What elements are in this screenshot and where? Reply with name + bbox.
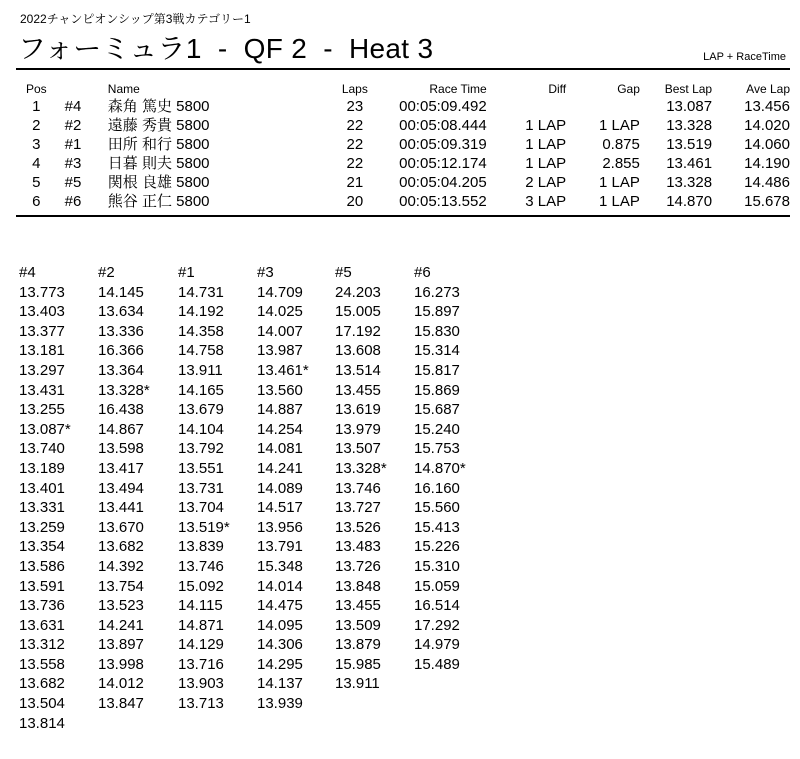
lap-time: 14.758 [178, 342, 224, 360]
lap-time: 13.455 [335, 597, 381, 615]
result-best-lap: 13.328 [666, 117, 713, 134]
lap-time: 13.879 [335, 636, 381, 654]
result-race-time: 00:05:08.444 [399, 117, 487, 134]
lap-time: 14.241 [98, 616, 144, 634]
lap-time: 13.726 [335, 557, 381, 575]
result-ave-lap: 14.486 [744, 174, 790, 191]
lap-time: 17.192 [335, 322, 381, 340]
lap-time: 13.727 [335, 499, 381, 517]
lap-time: 15.314 [414, 342, 460, 360]
lap-time: 13.509 [335, 616, 381, 634]
lap-time: 14.025 [257, 303, 303, 321]
lap-time: 13.403 [19, 303, 65, 321]
lap-time: 14.475 [257, 597, 303, 615]
lap-time: 13.377 [19, 322, 65, 340]
lap-time: 13.364 [98, 361, 144, 379]
col-header-best-lap: Best Lap [664, 82, 713, 96]
col-header-name: Name [107, 82, 140, 96]
lap-time: 15.226 [414, 538, 460, 556]
result-best-lap: 13.087 [666, 98, 713, 115]
lap-time: 14.129 [178, 636, 224, 654]
result-diff [487, 97, 566, 116]
result-best-lap: 13.461 [666, 155, 713, 172]
lap-time: 14.306 [257, 636, 303, 654]
lap-time: 13.911 [335, 675, 380, 693]
result-laps: 22 [346, 117, 364, 134]
result-row [16, 154, 790, 173]
result-gap: 1 LAP [599, 117, 640, 134]
lap-time: 15.005 [335, 303, 381, 321]
lap-time: 15.830 [414, 322, 460, 340]
lap-time: 15.489 [414, 655, 460, 673]
lap-time: 13.740 [19, 440, 65, 458]
lap-time: 13.331 [19, 499, 65, 517]
result-car-number: #4 [64, 98, 82, 115]
lap-time: 13.839 [178, 538, 224, 556]
lap-time: 15.869 [414, 381, 460, 399]
lap-time: 15.753 [414, 440, 460, 458]
col-header-diff: Diff [548, 82, 567, 96]
result-race-time: 00:05:12.174 [399, 155, 487, 172]
lap-time: 13.814 [19, 714, 65, 732]
lap-column [19, 263, 71, 733]
result-best-lap: 13.328 [666, 174, 713, 191]
results-table [16, 82, 790, 211]
result-driver-name: 森角 篤史 5800 [107, 98, 210, 115]
result-driver-name: 田所 和行 5800 [107, 136, 210, 153]
lap-time: 13.255 [19, 401, 65, 419]
lap-column [335, 263, 387, 694]
lap-time: 13.181 [19, 342, 65, 360]
lap-time: 13.189 [19, 459, 65, 477]
result-pos: 6 [32, 193, 41, 210]
lap-time: 14.731 [178, 283, 224, 301]
lap-time: 13.998 [98, 655, 144, 673]
result-race-time: 00:05:09.319 [399, 136, 487, 153]
col-header-race-time: Race Time [429, 82, 487, 96]
result-pos: 2 [32, 117, 41, 134]
lap-time: 14.115 [178, 597, 223, 615]
lap-time: 13.619 [335, 401, 381, 419]
result-ave-lap: 13.456 [744, 98, 790, 115]
lap-time: 13.401 [19, 479, 65, 497]
lap-time: 13.514 [335, 361, 381, 379]
result-pos: 3 [32, 136, 41, 153]
lap-time: 14.012 [98, 675, 144, 693]
lap-time: 14.392 [98, 557, 144, 575]
lap-time: 13.608 [335, 342, 381, 360]
result-driver-name: 遠藤 秀貴 5800 [107, 117, 210, 134]
result-laps: 22 [346, 136, 364, 153]
lap-time: 15.560 [414, 499, 460, 517]
result-laps: 22 [346, 155, 364, 172]
lap-time: 13.731 [178, 479, 224, 497]
result-car-number: #2 [64, 117, 82, 134]
lap-time: 14.887 [257, 401, 303, 419]
result-row [16, 192, 790, 211]
lap-time: 15.240 [414, 420, 460, 438]
lap-column-car-number: #3 [257, 264, 274, 281]
result-race-time: 00:05:04.205 [399, 174, 487, 191]
lap-column-car-number: #5 [335, 264, 352, 281]
lap-time: 14.517 [257, 499, 303, 517]
result-race-time: 00:05:09.492 [399, 98, 487, 115]
lap-time: 13.736 [19, 597, 65, 615]
lap-time: 13.704 [178, 499, 224, 517]
lap-time: 13.716 [178, 655, 224, 673]
lap-time: 16.160 [414, 479, 460, 497]
lap-time: 14.165 [178, 381, 224, 399]
lap-column-car-number: #2 [98, 264, 115, 281]
result-car-number: #5 [64, 174, 82, 191]
lap-time: 13.897 [98, 636, 144, 654]
lap-time: 13.679 [178, 401, 224, 419]
lap-time: 15.310 [414, 557, 460, 575]
lap-column-car-number: #1 [178, 264, 195, 281]
lap-time: 13.523 [98, 597, 144, 615]
event-name: 2022チャンピオンシップ第3戦カテゴリー1 [20, 12, 251, 26]
result-row [16, 173, 790, 192]
lap-time: 13.987 [257, 342, 303, 360]
results-header-row [16, 82, 790, 97]
result-best-lap: 13.519 [666, 136, 713, 153]
lap-column [257, 263, 309, 714]
col-header-ave-lap: Ave Lap [746, 82, 790, 96]
result-gap: 0.875 [602, 136, 640, 153]
lap-time: 13.791 [257, 538, 303, 556]
result-row [16, 135, 790, 154]
lap-time: 16.514 [414, 597, 460, 615]
lap-time: 15.687 [414, 401, 460, 419]
lap-time: 13.336 [98, 322, 144, 340]
lap-time: 14.104 [178, 420, 224, 438]
result-diff: 3 LAP [525, 193, 567, 210]
lap-time: 13.558 [19, 655, 65, 673]
result-ave-lap: 14.190 [744, 155, 790, 172]
lap-time: 24.203 [335, 283, 381, 301]
lap-time: 14.979 [414, 636, 460, 654]
lap-time: 13.431 [19, 381, 65, 399]
lap-time: 17.292 [414, 616, 460, 634]
lap-time: 16.438 [98, 401, 144, 419]
lap-time: 15.348 [257, 557, 303, 575]
lap-time: 14.192 [178, 303, 224, 321]
lap-time: 16.366 [98, 342, 144, 360]
lap-time: 13.792 [178, 440, 224, 458]
lap-time: 14.867 [98, 420, 144, 438]
lap-time: 13.773 [19, 283, 65, 301]
lap-time: 13.560 [257, 381, 303, 399]
lap-time: 13.504 [19, 695, 65, 713]
result-diff: 1 LAP [525, 136, 567, 153]
result-pos: 5 [32, 174, 41, 191]
lap-time: 13.903 [178, 675, 224, 693]
result-ave-lap: 14.020 [744, 117, 790, 134]
lap-time: 13.297 [19, 361, 65, 379]
result-driver-name: 関根 良雄 5800 [107, 174, 210, 191]
lap-time: 13.634 [98, 303, 144, 321]
lap-column [98, 263, 150, 714]
result-row [16, 97, 790, 116]
lap-column-car-number: #6 [414, 264, 431, 281]
result-driver-name: 日暮 則夫 5800 [107, 155, 210, 172]
lap-time: 13.259 [19, 518, 65, 536]
lap-time: 13.670 [98, 518, 144, 536]
result-pos: 1 [32, 98, 41, 115]
result-ave-lap: 14.060 [744, 136, 790, 153]
lap-time: 15.897 [414, 303, 460, 321]
lap-time: 13.417 [98, 459, 144, 477]
lap-time: 13.631 [19, 616, 65, 634]
result-laps: 20 [346, 193, 364, 210]
lap-time: 14.709 [257, 283, 303, 301]
lap-time: 13.713 [178, 695, 224, 713]
result-diff: 1 LAP [525, 117, 567, 134]
col-header-laps: Laps [341, 82, 368, 96]
lap-time: 13.598 [98, 440, 144, 458]
race-title: フォーミュラ1 - QF 2 - Heat 3 [18, 33, 434, 64]
result-gap: 1 LAP [599, 174, 640, 191]
lap-time: 14.871 [178, 616, 224, 634]
lap-time: 13.328* [98, 381, 150, 399]
lap-time: 14.145 [98, 283, 144, 301]
lap-time: 13.461* [257, 361, 309, 379]
lap-time: 13.754 [98, 577, 144, 595]
lap-time: 15.092 [178, 577, 224, 595]
col-header-pos: Pos [25, 82, 47, 96]
lap-time: 14.870* [414, 459, 466, 477]
lap-time: 14.081 [257, 440, 303, 458]
lap-time: 13.441 [98, 499, 144, 517]
lap-time: 13.911 [178, 361, 223, 379]
lap-time: 13.483 [335, 538, 381, 556]
result-car-number: #3 [64, 155, 82, 172]
result-diff: 2 LAP [525, 174, 567, 191]
result-car-number: #1 [64, 136, 82, 153]
lap-time: 14.007 [257, 322, 303, 340]
lap-time: 13.494 [98, 479, 144, 497]
lap-time: 14.137 [257, 675, 303, 693]
lap-time: 13.526 [335, 518, 381, 536]
lap-time: 13.682 [98, 538, 144, 556]
lap-column [414, 263, 466, 674]
lap-time: 13.848 [335, 577, 381, 595]
lap-time: 15.059 [414, 577, 460, 595]
lap-time: 14.014 [257, 577, 303, 595]
lap-time: 16.273 [414, 283, 460, 301]
lap-time: 15.985 [335, 655, 381, 673]
lap-time: 14.295 [257, 655, 303, 673]
result-diff: 1 LAP [525, 155, 567, 172]
result-laps: 23 [346, 98, 364, 115]
result-driver-name: 熊谷 正仁 5800 [107, 193, 210, 210]
result-best-lap: 14.870 [666, 193, 713, 210]
lap-time: 13.519* [178, 518, 230, 536]
result-pos: 4 [32, 155, 41, 172]
bottom-rule [16, 215, 790, 217]
lap-time: 13.979 [335, 420, 381, 438]
result-laps: 21 [346, 174, 364, 191]
lap-column-car-number: #4 [19, 264, 36, 281]
lap-time: 14.254 [257, 420, 303, 438]
lap-time: 13.354 [19, 538, 65, 556]
lap-time: 13.939 [257, 695, 303, 713]
top-rule [16, 68, 790, 70]
lap-column [178, 263, 230, 714]
lap-time: 13.847 [98, 695, 144, 713]
lap-time: 15.817 [414, 361, 460, 379]
lap-time: 13.312 [19, 636, 65, 654]
lap-time: 13.087* [19, 420, 71, 438]
col-header-gap: Gap [617, 82, 640, 96]
lap-time: 14.089 [257, 479, 303, 497]
lap-time: 13.682 [19, 675, 65, 693]
result-race-time: 00:05:13.552 [399, 193, 487, 210]
result-ave-lap: 15.678 [744, 193, 790, 210]
result-gap: 1 LAP [599, 193, 640, 210]
lap-time: 13.507 [335, 440, 381, 458]
lap-time: 13.746 [178, 557, 224, 575]
lap-time: 13.956 [257, 518, 303, 536]
lap-time: 13.328* [335, 459, 387, 477]
lap-time: 13.591 [19, 577, 65, 595]
result-gap [566, 97, 640, 116]
lap-time: 15.413 [414, 518, 460, 536]
lap-time: 13.551 [178, 459, 224, 477]
lap-time: 13.455 [335, 381, 381, 399]
lap-time: 14.241 [257, 459, 303, 477]
result-gap: 2.855 [602, 155, 640, 172]
lap-time: 14.358 [178, 322, 224, 340]
lap-time: 13.586 [19, 557, 65, 575]
subtitle: LAP + RaceTime [703, 51, 786, 63]
result-car-number: #6 [64, 193, 82, 210]
result-row [16, 116, 790, 135]
lap-time: 13.746 [335, 479, 381, 497]
col-header-car [57, 82, 94, 97]
lap-time: 14.095 [257, 616, 303, 634]
